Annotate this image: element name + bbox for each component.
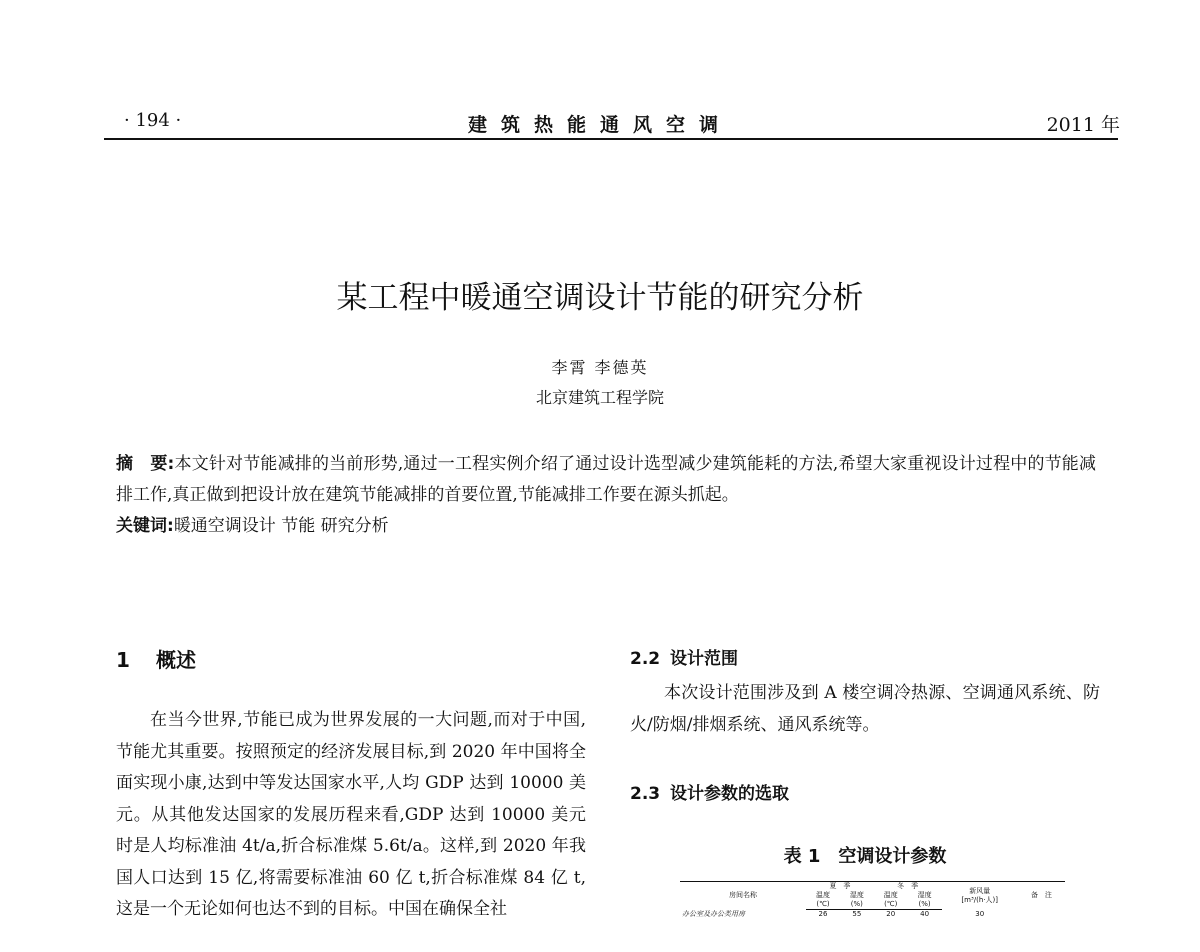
keywords [116,511,1096,542]
section-2-3-heading [630,779,789,804]
th-summer-temp [806,891,840,910]
page-number: · 194 · [124,110,182,131]
th-summer: 夏 季 [806,882,874,892]
th-temp-label: 温度 [883,891,898,899]
th-hum-unit: (%) [850,900,863,908]
th-winter-temp [874,891,908,910]
cell-room: 办公室及办公类用房 [682,909,745,918]
th-fresh-air [942,882,1018,910]
paper-authors: 李霄 李德英 [551,358,649,377]
th-temp-label: 温度 [816,891,830,899]
th-room: 房间名称 [680,882,806,910]
section-2-3-number: 2.3 [630,784,661,804]
paper-affiliation: 北京建筑工程学院 [535,388,664,407]
cell-winter-hum: 40 [920,910,930,918]
section-1-title: 概述 [156,648,196,672]
section-1-heading [116,644,196,673]
section-2-2-paragraph: 本次设计范围涉及到 A 楼空调冷热源、空调通风系统、防火/防烟/排烟系统、通风系统等。 [630,683,1100,735]
th-note: 备 注 [1018,882,1065,910]
th-winter-hum [908,891,942,910]
th-temp-unit: (℃) [884,900,898,908]
header-rule [104,138,1118,140]
section-1-paragraph: 在当今世界,节能已成为世界发展的一大问题,而对于中国,节能尤其重要。按照预定的经济发展目标,到 2020 年中国将全面实现小康,达到中等发达国家水平,人均 GDP 达到 10000 美元。从其他发达国家的发展历程来看,GDP 达到 10000 美元时是人均标准油 4t/a,折合标准煤 5.6t/a。这样,到 2020 年我国人口达到 15 亿,将需要标准油 60 亿 t,折合标准煤 84 亿 t,这是一个无论如何也达不到的目标。中国在确保全社 [116,710,586,919]
th-winter: 冬 季 [874,882,942,892]
section-2-2-body [630,677,1100,741]
th-hum-label: 湿度 [849,891,864,899]
paper-title: 某工程中暖通空调设计节能的研究分析 [336,280,864,316]
abstract-text: 本文针对节能减排的当前形势,通过一工程实例介绍了通过设计选型减少建筑能耗的方法,希望大家重视设计过程中的节能减排工作,真正做到把设计放在建筑节能减排的首要位置,节能减排工作要在源头抓起。 [116,454,1096,505]
abstract-label: 摘 要: [116,454,175,474]
section-2-2-number: 2.2 [630,649,661,669]
table-caption-text: 空调设计参数 [838,846,947,867]
cell-summer-temp: 26 [818,910,828,918]
section-1-number: 1 [116,648,130,672]
table-row [680,910,1065,920]
th-temp-unit: (℃) [816,900,830,908]
th-hum-label: 湿度 [917,891,932,899]
journal-name: 建筑热能通风空调 [467,114,732,136]
keywords-text: 暖通空调设计 节能 研究分析 [173,516,389,536]
cell-fresh-air: 30 [975,909,985,918]
section-2-2-title: 设计范围 [670,649,738,669]
section-1-body [116,705,586,926]
cell-note [1018,910,1065,920]
journal-year: 2011 年 [1046,114,1120,136]
th-summer-hum [840,891,874,910]
table-caption [630,842,1100,868]
cell-summer-hum: 55 [852,910,862,918]
design-parameters-table [680,881,1065,919]
section-2-2-heading [630,644,738,669]
keywords-label: 关键词: [116,516,174,536]
abstract [116,449,1096,511]
th-fresh-air-label: 新风量 [969,886,991,895]
th-hum-unit: (%) [918,900,931,908]
section-2-3-title: 设计参数的选取 [670,784,789,804]
th-fresh-air-unit: [m³/(h·人)] [961,895,998,904]
table-label: 表 1 [783,846,821,867]
cell-winter-temp: 20 [886,910,896,918]
